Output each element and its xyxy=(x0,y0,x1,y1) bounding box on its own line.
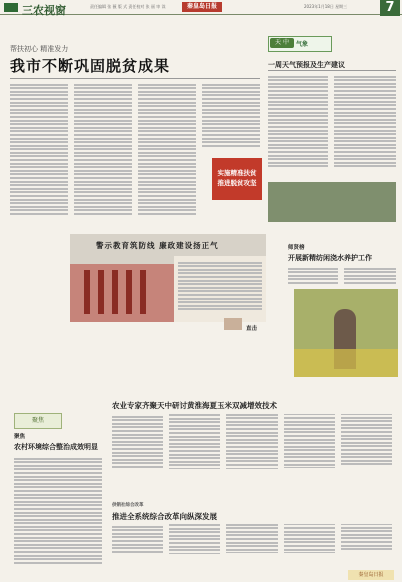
slogan-box xyxy=(212,158,262,200)
masthead-logo: 秦皇岛日报 xyxy=(182,2,222,12)
footer-logo: 秦皇岛日报 xyxy=(348,570,394,580)
left-headline: 农村环境综合整治成效明显 xyxy=(14,442,98,451)
weather-label: 气象 xyxy=(296,41,309,48)
lead-headline: 我市不断巩固脱贫成果 xyxy=(10,57,171,75)
reform-kicker: 供销社综合改革 xyxy=(112,503,144,508)
exhibit-banner-icon xyxy=(98,270,104,314)
exhibit-title: 警示教育筑防线 廉政建设扬正气 xyxy=(96,241,219,250)
reform-headline: 推进全系统综合改革向纵深发展 xyxy=(112,512,217,521)
left-body xyxy=(14,456,102,576)
weather-rule xyxy=(268,70,396,71)
slogan-line-2: 推进脱贫攻坚 xyxy=(217,179,257,187)
left-column-tag: 聚焦 xyxy=(14,434,26,440)
slogan-line-1: 实施精准扶贫 xyxy=(217,169,257,177)
weather-badge: 天 中 xyxy=(270,38,294,48)
weather-photo xyxy=(268,182,396,222)
exhibit-icon xyxy=(224,318,242,330)
flower-column-1 xyxy=(288,266,338,288)
edit-meta: 责任编辑 张 薇 版 式 责任校对 张 丽 审 读 xyxy=(90,4,166,9)
lead-column-3 xyxy=(138,82,196,232)
lead-column-2 xyxy=(74,82,132,232)
agri-body xyxy=(112,414,392,506)
flower-column-label: 师贤榜 xyxy=(288,245,305,251)
left-column-badge: 聚焦 xyxy=(14,413,62,429)
lead-rule xyxy=(10,78,260,79)
page-number: 7 xyxy=(380,0,400,16)
lead-column-1 xyxy=(10,82,68,232)
section-title: 三农视窗 xyxy=(22,4,66,17)
exhibit-banner-icon xyxy=(84,270,90,314)
flower-field xyxy=(294,349,398,377)
exhibit-banner-icon xyxy=(126,270,132,314)
exhibit-text-block xyxy=(174,256,266,322)
exhibit-body xyxy=(174,256,266,322)
flower-headline: 开展新精纺闲浇水养护工作 xyxy=(288,253,372,262)
lead-kicker: 帮扶初心 精准发力 xyxy=(10,45,69,53)
weather-headline: 一周天气预报及生产建议 xyxy=(268,60,345,69)
agri-headline: 农业专家齐聚天中研讨黄淮海夏玉米双减增效技术 xyxy=(112,401,277,410)
exhibit-banner-icon xyxy=(140,270,146,314)
section-mark-icon xyxy=(4,3,18,12)
weather-column-2 xyxy=(334,74,396,178)
lead-column-4 xyxy=(202,82,260,154)
reform-body xyxy=(112,524,392,574)
weather-column-1 xyxy=(268,74,328,178)
exhibit-banner-icon xyxy=(112,270,118,314)
issue-date: 2023年1月18日 星期三 xyxy=(304,4,348,9)
flower-photo xyxy=(294,289,398,377)
exhibit-tag: 直击 xyxy=(246,326,258,332)
flower-column-2 xyxy=(344,266,396,288)
